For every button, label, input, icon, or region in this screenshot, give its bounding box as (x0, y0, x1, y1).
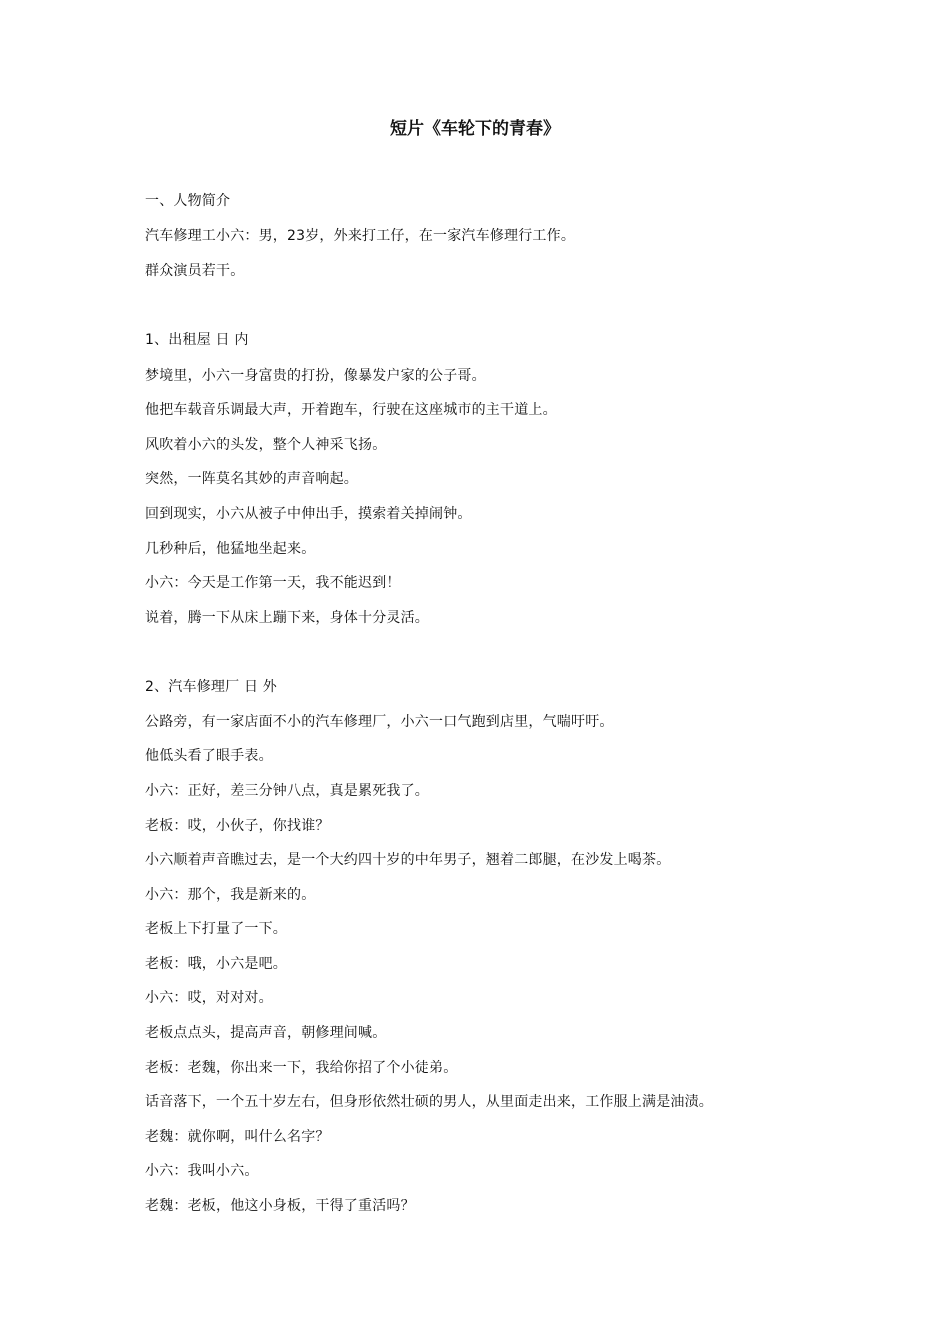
paragraph: 说着，腾一下从床上蹦下来，身体十分灵活。 (145, 610, 429, 626)
dialogue-line: 小六：我叫小六。 (145, 1163, 259, 1179)
paragraph: 老板点点头，提高声音，朝修理间喊。 (145, 1025, 387, 1041)
paragraph: 汽车修理工小六：男，23岁，外来打工仔，在一家汽车修理行工作。 (145, 228, 576, 244)
dialogue-line: 老板：老魏，你出来一下，我给你招了个小徒弟。 (145, 1060, 458, 1076)
paragraph: 他低头看了眼手表。 (145, 748, 273, 764)
paragraph: 突然，一阵莫名其妙的声音响起。 (145, 471, 358, 487)
paragraph: 回到现实，小六从被子中伸出手，摸索着关掉闹钟。 (145, 506, 472, 522)
paragraph: 梦境里，小六一身富贵的打扮，像暴发户家的公子哥。 (145, 368, 486, 384)
dialogue-line: 小六：哎，对对对。 (145, 990, 273, 1006)
dialogue-line: 小六：正好，差三分钟八点，真是累死我了。 (145, 783, 429, 799)
paragraph: 老板上下打量了一下。 (145, 921, 287, 937)
paragraph: 群众演员若干。 (145, 263, 245, 279)
scene-heading-1: 1、出租屋 日 内 (145, 332, 249, 348)
dialogue-line: 小六：今天是工作第一天，我不能迟到！ (145, 575, 401, 591)
paragraph: 几秒种后，他猛地坐起来。 (145, 541, 316, 557)
scene-heading-2: 2、汽车修理厂 日 外 (145, 679, 278, 695)
document-title: 短片《车轮下的青春》 (390, 119, 560, 139)
paragraph: 风吹着小六的头发，整个人神采飞扬。 (145, 437, 387, 453)
paragraph: 公路旁，有一家店面不小的汽车修理厂，小六一口气跑到店里，气喘吁吁。 (145, 714, 614, 730)
dialogue-line: 老板：哎，小伙子，你找谁？ (145, 818, 330, 834)
section-heading-characters: 一、人物简介 (145, 193, 231, 209)
dialogue-line: 老魏：就你啊，叫什么名字？ (145, 1129, 330, 1145)
paragraph: 他把车载音乐调最大声，开着跑车，行驶在这座城市的主干道上。 (145, 402, 557, 418)
dialogue-line: 小六：那个，我是新来的。 (145, 887, 316, 903)
paragraph: 话音落下，一个五十岁左右，但身形依然壮硕的男人，从里面走出来，工作服上满是油渍。 (145, 1094, 713, 1110)
dialogue-line: 老板：哦，小六是吧。 (145, 956, 287, 972)
dialogue-line: 老魏：老板，他这小身板，干得了重活吗？ (145, 1198, 415, 1214)
paragraph: 小六顺着声音瞧过去，是一个大约四十岁的中年男子，翘着二郎腿，在沙发上喝茶。 (145, 852, 671, 868)
